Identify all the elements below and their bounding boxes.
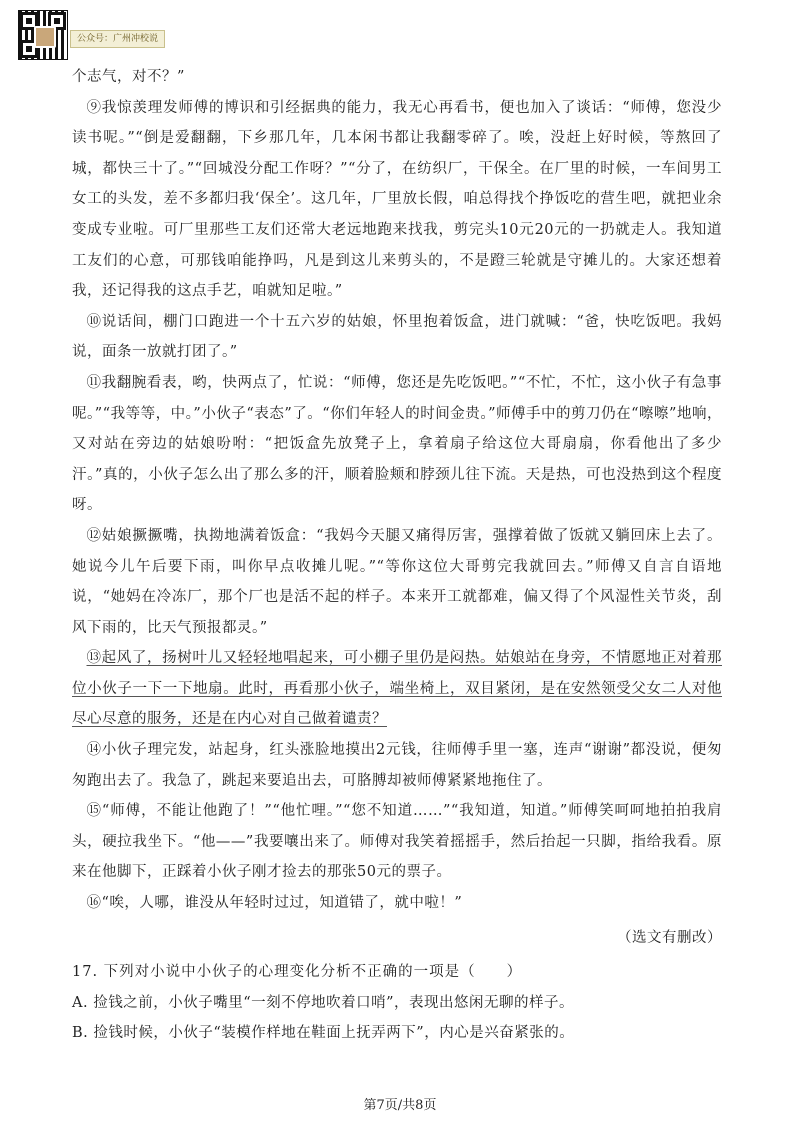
page-number: 第7页/共8页 [363, 1098, 437, 1113]
paragraph-13: ⑬起风了，扬树叶儿又轻轻地唱起来，可小棚子里仍是闷热。姑娘站在身旁，不情愿地正对着那位小伙子一下一下地扇。此时，再看那小伙子，端坐椅上，双目紧闭，是在安然领受父女二人对他尽心尽意的服务，还是在内心对自己做着谴责？ [72, 650, 722, 728]
source-note: （选文有删改） [617, 929, 722, 946]
question-option-b: B. 捡钱时候，小伙子“装模作样地在鞋面上抚弄两下”，内心是兴奋紧张的。 [72, 1025, 575, 1042]
paragraph-intro: 个志气，对不？” [72, 69, 185, 85]
paragraph-11: ⑪我翻腕看表，哟，快两点了，忙说：“师傅，您还是先吃饭吧。”“不忙，不忙，这小伙子有急事呢。”“我等等，中。”小伙子“表态”了。“你们年轻人的时间金贵。”师傅手中的剪刀仍在“嚓嚓”地响，又对站在旁边的姑娘吩咐：“把饭盒先放凳子上，拿着扇子给这位大哥扇扇，你看他出了多少汗。”真的，小伙子怎么出了那么多的汗，顺着脸颊和脖颈儿往下流。天是热，可也没热到这个程度呀。 [72, 374, 722, 514]
document-body [72, 62, 722, 1049]
paragraph-15: ⑮“师傅，不能让他跑了！”“他忙哩。”“您不知道……”“我知道，知道。”师傅笑呵呵地拍拍我肩头，硬拉我坐下。“他——”我要嚷出来了。师傅对我笑着摇摇手，然后抬起一只脚，指给我看。原来在他脚下，正踩着小伙子刚才捡去的那张50元的票子。 [72, 803, 722, 881]
brand-badge: 公众号：广州冲校说 [70, 30, 165, 48]
paragraph-12: ⑫姑娘撅撅嘴，执拗地满着饭盒：“我妈今天腿又痛得厉害，强撑着做了饭就又躺回床上去了。她说今儿午后要下雨，叫你早点收摊儿呢。”“等你这位大哥剪完我就回去。”师傅又自言自语地说，“她妈在冷冻厂，那个厂也是活不起的样子。本来开工就都难，偏又得了个风湿性关节炎，刮风下雨的，比天气预报都灵。” [72, 527, 722, 636]
question-title: 17. 下列对小说中小伙子的心理变化分析不正确的一项是（ ） [72, 964, 523, 981]
paragraph-9: ⑨我惊羡理发师傅的博识和引经据典的能力，我无心再看书，便也加入了谈话：“师傅，您没少读书呢。”“倒是爱翻翻，下乡那几年，几本闲书都让我翻零碎了。唉，没赶上好时候，等熬回了城，都快三十了。”“回城没分配工作呀？”“分了，在纺织厂，干保全。在厂里的时候，一车间男工女工的头发，差不多都归我‘保全’。这几年，厂里放长假，咱总得找个挣饭吃的营生吧，就把业余变成专业啦。可厂里那些工友们还常大老远地跑来找我，剪完头10元20元的一扔就走人。我知道工友们的心意，可那钱咱能挣吗，凡是到这儿来剪头的，不是蹬三轮就是守摊儿的。大家还想着我，还记得我的这点手艺，咱就知足啦。” [72, 99, 722, 300]
qr-code-icon [18, 10, 68, 60]
paragraph-14: ⑭小伙子理完发，站起身，红头涨脸地摸出2元钱，往师傅手里一塞，连声“谢谢”都没说，便匆匆跑出去了。我急了，跳起来要追出去，可胳膊却被师傅紧紧地拖住了。 [72, 742, 722, 789]
paragraph-10: ⑩说话间，棚门口跑进一个十五六岁的姑娘，怀里抱着饭盒，进门就喊：“爸，快吃饭吧。我妈说，面条一放就打团了。” [72, 313, 722, 361]
page-header [18, 10, 778, 60]
paragraph-16: ⑯“唉，人哪，谁没从年轻时过过，知道错了，就中啦！” [86, 895, 463, 912]
question-option-a: A. 捡钱之前，小伙子嘴里“一刻不停地吹着口哨”，表现出悠闲无聊的样子。 [72, 994, 575, 1011]
avatar [34, 26, 56, 48]
